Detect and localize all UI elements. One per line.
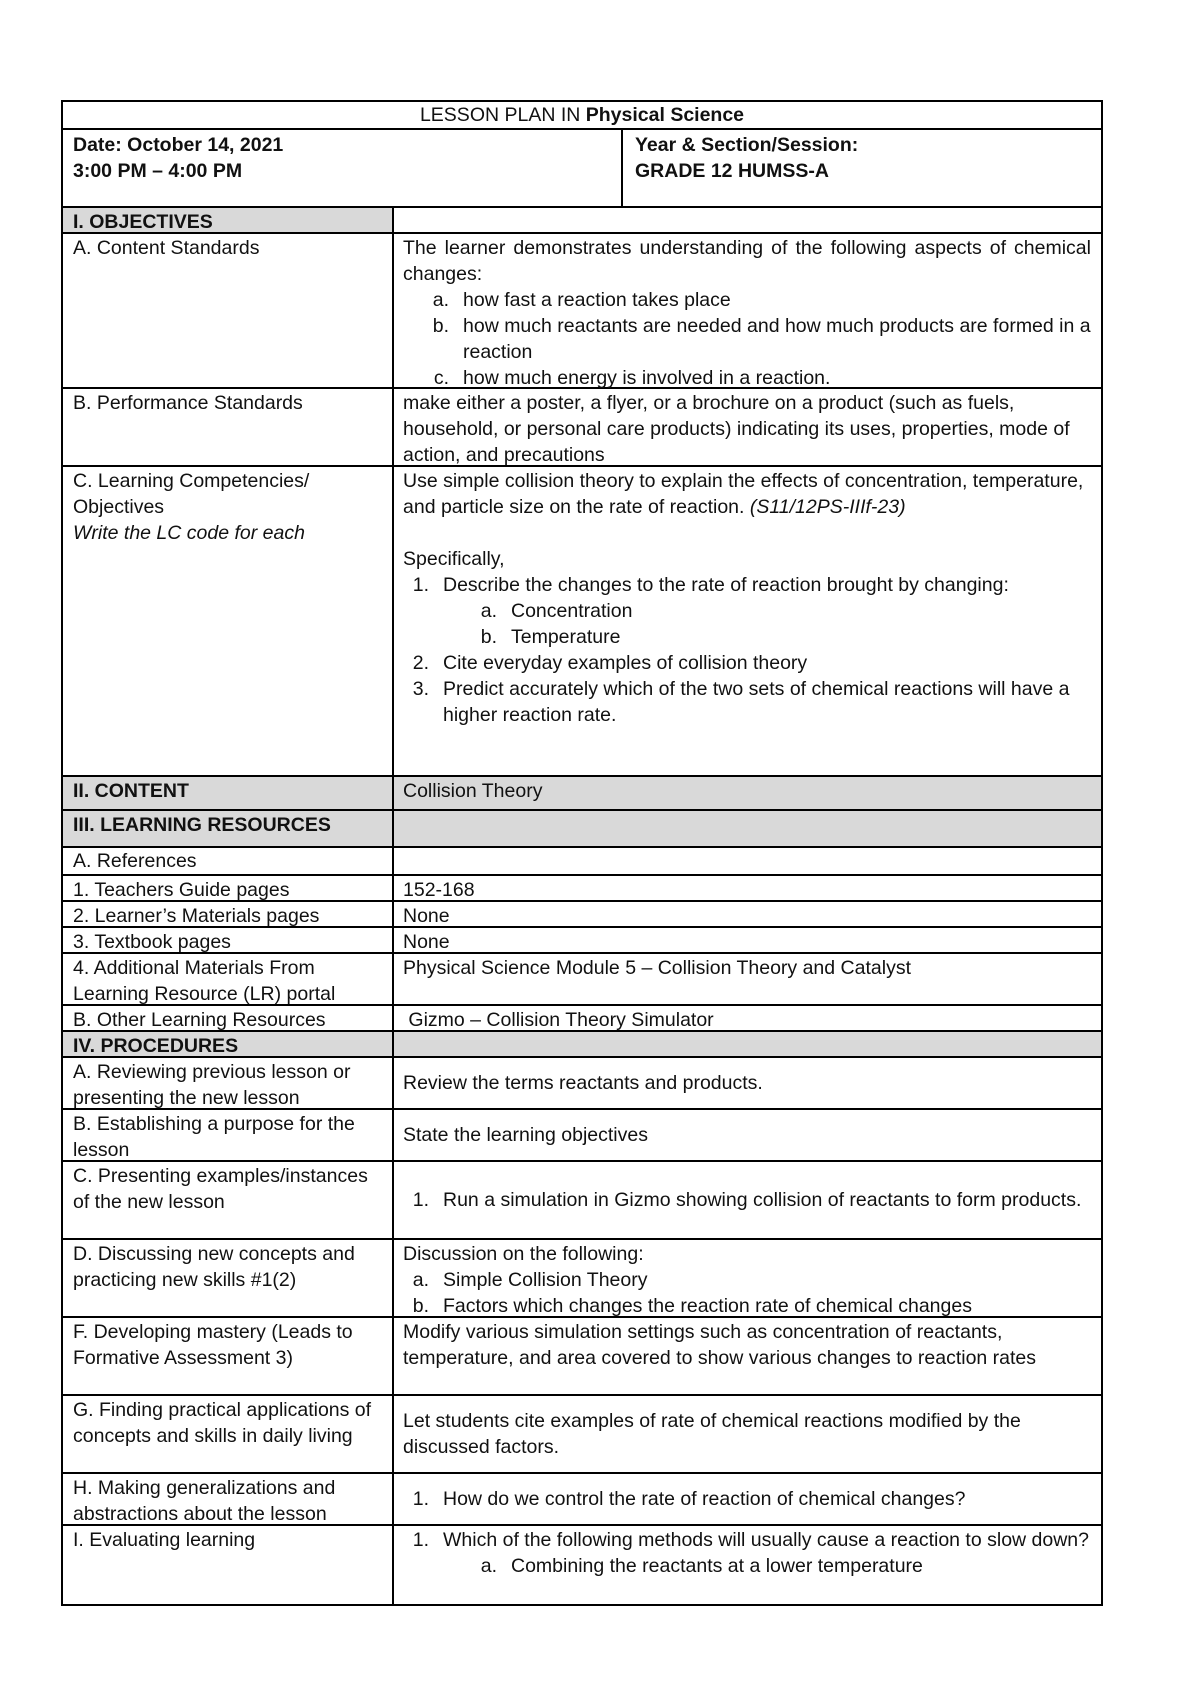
header-info-row [63, 128, 1101, 206]
list-item [403, 287, 1091, 313]
section-cell [623, 130, 1101, 206]
additional-materials-label: 4. Additional Materials From Learning Resource (LR) portal [63, 954, 394, 1004]
performance-standards-text: make either a poster, a flyer, or a brochure on a product (such as fuels, household, or personal care products) indicating its uses, properties, mode of action, and precautions [403, 392, 1070, 466]
list-item [403, 650, 1091, 676]
list-marker: 1. [412, 1488, 429, 1510]
date-text: Date: October 14, 2021 [73, 134, 284, 156]
date-cell [63, 130, 623, 206]
procedure-c-row [63, 1160, 1101, 1238]
list-marker: b. [480, 626, 497, 648]
list-text: Simple Collision Theory [443, 1269, 648, 1291]
lesson-plan-table [61, 100, 1103, 1606]
list-marker: a. [412, 1269, 429, 1291]
textbook-label: 3. Textbook pages [63, 928, 394, 952]
list-marker: 1. [412, 1189, 429, 1211]
list-item [403, 1486, 1091, 1512]
learners-materials-value: None [403, 905, 450, 927]
content-row [63, 775, 1101, 809]
competencies-label-2: Objectives [73, 496, 165, 518]
list-item [403, 598, 1091, 624]
resources-heading: III. LEARNING RESOURCES [63, 811, 394, 846]
teachers-guide-value: 152-168 [403, 879, 475, 901]
empty-cell [394, 208, 1101, 232]
procedure-a-value: Review the terms reactants and products. [403, 1072, 763, 1094]
references-row [63, 846, 1101, 874]
list-marker: a. [480, 600, 497, 622]
competencies-label: C. Learning Competencies/ [73, 470, 310, 492]
lc-code: (S11/12PS-IIIf-23) [749, 496, 906, 518]
list-item [403, 365, 1091, 391]
list-text: how much reactants are needed and how much products are formed in a reaction [463, 315, 1091, 363]
list-item [403, 1527, 1091, 1553]
list-item [403, 1293, 1091, 1319]
other-resources-label: B. Other Learning Resources [63, 1006, 394, 1030]
list-text: Factors which changes the reaction rate of chemical changes [443, 1295, 972, 1317]
blank-line [403, 520, 1091, 546]
procedure-i-label: I. Evaluating learning [63, 1526, 394, 1604]
procedure-d-intro: Discussion on the following: [403, 1243, 644, 1265]
section-value: GRADE 12 HUMSS-A [635, 160, 829, 182]
procedure-c-label: C. Presenting examples/instances of the new lesson [63, 1162, 394, 1238]
list-item [403, 1187, 1091, 1213]
textbook-value: None [403, 931, 450, 953]
procedure-f-label: F. Developing mastery (Leads to Formative Assessment 3) [63, 1318, 394, 1394]
content-standards-row [63, 232, 1101, 387]
list-marker: 3. [412, 678, 429, 700]
list-item [403, 1267, 1091, 1293]
competencies-body: Use simple collision theory to explain the effects of concentration, temperature, and particle size on the rate of reaction. [403, 470, 1084, 518]
list-text: Concentration [511, 600, 633, 622]
procedure-a-row [63, 1056, 1101, 1108]
list-item [403, 1553, 1091, 1579]
content-standards-cell [394, 234, 1101, 387]
procedures-heading: IV. PROCEDURES [63, 1032, 394, 1056]
procedure-d-row [63, 1238, 1101, 1316]
procedure-d-label: D. Discussing new concepts and practicing new skills #1(2) [63, 1240, 394, 1316]
competencies-label-cell [63, 467, 394, 775]
additional-materials-value: Physical Science Module 5 – Collision Theory and Catalyst [403, 957, 911, 979]
section-label: Year & Section/Session: [635, 134, 859, 156]
competencies-cell [394, 467, 1101, 775]
list-marker: c. [433, 367, 449, 389]
procedure-i-cell [394, 1526, 1101, 1604]
list-text: Run a simulation in Gizmo showing collision of reactants to form products. [443, 1189, 1082, 1211]
content-value: Collision Theory [403, 780, 543, 802]
list-marker: a. [480, 1555, 497, 1577]
procedure-h-row [63, 1472, 1101, 1524]
procedure-f-value: Modify various simulation settings such as concentration of reactants, temperature, and area covered to show various changes to reaction rates [403, 1321, 1037, 1369]
learners-materials-label: 2. Learner’s Materials pages [63, 902, 394, 926]
other-resources-row [63, 1004, 1101, 1030]
teachers-guide-row [63, 874, 1101, 900]
list-text: how much energy is involved in a reaction. [463, 367, 831, 389]
additional-materials-row [63, 952, 1101, 1004]
procedure-h-label: H. Making generalizations and abstractions about the lesson [63, 1474, 394, 1524]
procedure-a-label: A. Reviewing previous lesson or presenting the new lesson [63, 1058, 394, 1108]
list-marker: 1. [412, 574, 429, 596]
list-text: Combining the reactants at a lower temperature [511, 1555, 923, 1577]
procedure-h-cell [394, 1474, 1101, 1524]
resources-heading-row [63, 809, 1101, 846]
procedure-i-row [63, 1524, 1101, 1604]
objectives-heading: I. OBJECTIVES [63, 208, 394, 232]
objectives-heading-row [63, 206, 1101, 232]
other-resources-value: Gizmo – Collision Theory Simulator [403, 1009, 714, 1031]
list-marker: b. [412, 1295, 429, 1317]
title-prefix: LESSON PLAN IN [419, 104, 586, 126]
list-text: Describe the changes to the rate of reaction brought by changing: [443, 574, 1009, 596]
list-text: Predict accurately which of the two sets of chemical reactions will have a higher reaction rate. [443, 678, 1070, 726]
list-text: Cite everyday examples of collision theory [443, 652, 808, 674]
empty-cell [394, 1032, 1101, 1056]
procedure-g-row [63, 1394, 1101, 1472]
procedure-d-cell [394, 1240, 1101, 1316]
learners-materials-row [63, 900, 1101, 926]
list-item [403, 572, 1091, 598]
content-heading: II. CONTENT [63, 777, 394, 809]
procedure-b-row [63, 1108, 1101, 1160]
list-marker: 2. [412, 652, 429, 674]
title-row [63, 102, 1101, 128]
procedures-heading-row [63, 1030, 1101, 1056]
list-text: how fast a reaction takes place [463, 289, 731, 311]
teachers-guide-label: 1. Teachers Guide pages [63, 876, 394, 900]
list-item [403, 676, 1091, 728]
procedure-f-row [63, 1316, 1101, 1394]
competencies-text [403, 468, 1091, 520]
procedure-g-value: Let students cite examples of rate of chemical reactions modified by the discussed factors. [403, 1410, 1021, 1458]
procedure-b-value: State the learning objectives [403, 1124, 648, 1146]
content-standards-intro: The learner demonstrates understanding of the following aspects of chemical changes: [403, 237, 1091, 285]
textbook-row [63, 926, 1101, 952]
list-marker: a. [432, 289, 449, 311]
lesson-plan-title [63, 102, 1101, 128]
performance-standards-row [63, 387, 1101, 465]
empty-cell [394, 848, 1101, 874]
list-text: How do we control the rate of reaction of chemical changes? [443, 1488, 966, 1510]
references-label: A. References [63, 848, 394, 874]
title-subject: Physical Science [585, 104, 745, 126]
list-item [403, 624, 1091, 650]
list-text: Temperature [511, 626, 621, 648]
competencies-note: Write the LC code for each [73, 522, 305, 544]
performance-standards-label: B. Performance Standards [63, 389, 394, 465]
content-standards-label: A. Content Standards [63, 234, 394, 387]
specifically-text: Specifically, [403, 548, 505, 570]
list-marker: 1. [412, 1529, 429, 1551]
empty-cell [394, 811, 1101, 846]
list-marker: b. [432, 315, 449, 337]
procedure-c-cell [394, 1162, 1101, 1238]
time-text: 3:00 PM – 4:00 PM [73, 160, 243, 182]
competencies-row [63, 465, 1101, 775]
list-item [403, 313, 1091, 365]
list-text: Which of the following methods will usually cause a reaction to slow down? [443, 1529, 1089, 1551]
procedure-g-label: G. Finding practical applications of concepts and skills in daily living [63, 1396, 394, 1472]
procedure-b-label: B. Establishing a purpose for the lesson [63, 1110, 394, 1160]
